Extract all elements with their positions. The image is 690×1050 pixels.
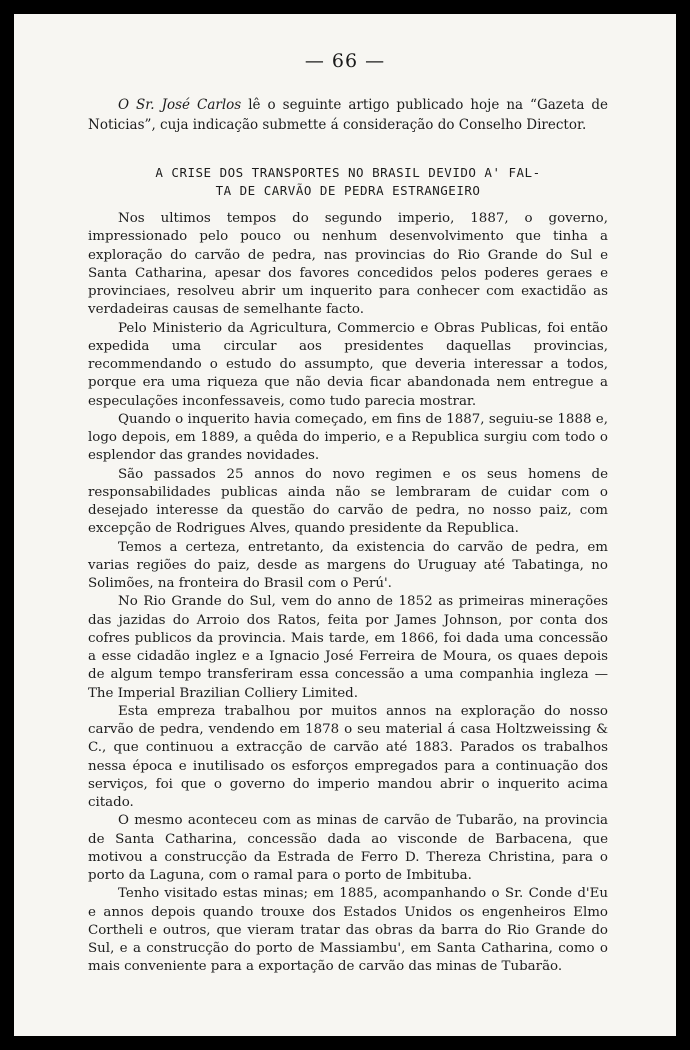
- paragraph-4: São passados 25 annos do novo regimen e os seus homens de responsabilidades publicas ainda não se lembraram de cuidar com o desejado interesse da questão do carvão de pedra, no nosso paiz, com excepção de Rodrigues Alves, quando presidente da Republica.: [88, 466, 608, 537]
- intro-body: lê o seguinte artigo publicado hoje na “Gazeta de Noticias”, cuja indicação submette á consideração do Conselho Director.: [88, 97, 608, 133]
- paragraph-6: No Rio Grande do Sul, vem do anno de 1852 as primeiras minerações das jazidas do Arroio dos Ratos, feita por James Johnson, por conta dos cofres publicos da provincia. Mais tarde, em 1866, foi dada uma concessão a esse cidadão inglez e a Ignacio José Ferreira de Moura, os quaes depois de algum tempo transferiram essa concessão a uma companhia ingleza — The Imperial Brazilian Colliery Limited.: [88, 594, 608, 701]
- article-headline: [88, 164, 608, 200]
- paragraph-2: Pelo Ministerio da Agricultura, Commercio e Obras Publicas, foi então expedida uma circular aos presidentes daquellas provincias, recommendando o estudo do assumpto, que deveria interessar a todos, porque era uma riqueza que não devia ficar abandonada nem entregue a especulações inconfessaveis, como tudo parecia mostrar.: [88, 320, 608, 409]
- article-body: [88, 210, 608, 977]
- paragraph-5: Temos a certeza, entretanto, da existencia do carvão de pedra, em varias regiões do paiz, desde as margens do Uruguay até Tabatinga, no Solimões, na fronteira do Brasil com o Perú'.: [88, 539, 608, 591]
- paragraph-1: Nos ultimos tempos do segundo imperio, 1887, o governo, impressionado pelo pouco ou nenhum desenvolvimento que tinha a exploração do carvão de pedra, nas provincias do Rio Grande do Sul e Santa Catharina, apesar dos favores concedidos pelos poderes geraes e provinciaes, resolveu abrir um inquerito para conhecer com exactidão as verdadeiras causas de semelhante facto.: [88, 211, 608, 318]
- paragraph-8: O mesmo aconteceu com as minas de carvão de Tubarão, na provincia de Santa Catharina, concessão dada ao visconde de Barbacena, que motivou a construcção da Estrada de Ferro D. Thereza Christina, para o porto da Laguna, com o ramal para o porto de Imbituba.: [88, 813, 608, 883]
- headline-line-1: A CRISE DOS TRANSPORTES NO BRASIL DEVIDO A' FAL-: [155, 165, 541, 180]
- intro-paragraph: [88, 96, 608, 135]
- page-number: — 66 —: [304, 50, 386, 72]
- headline-line-2: TA DE CARVÃO DE PEDRA ESTRANGEIRO: [215, 183, 481, 198]
- intro-speaker: O Sr. José Carlos: [118, 97, 242, 113]
- paragraph-9: Tenho visitado estas minas; em 1885, acompanhando o Sr. Conde d'Eu e annos depois quando trouxe dos Estados Unidos os engenheiros Elmo Cortheli e outros, que vieram tratar das obras da barra do Rio Grande do Sul, e a construcção do porto de Massiambu', em Santa Catharina, como o mais conveniente para a exportação de carvão das minas de Tubarão.: [88, 886, 608, 975]
- intro-text: [88, 96, 608, 135]
- paragraph-7: Esta empreza trabalhou por muitos annos na exploração do nosso carvão de pedra, vendendo em 1878 o seu material á casa Holtzweissing & C., que continuou a extracção de carvão até 1883. Parados os trabalhos nessa época e inutilisado os esforços empregados para a continuação dos serviços, foi que o governo do imperio mandou abrir o inquerito acima citado.: [88, 703, 608, 810]
- paragraph-3: Quando o inquerito havia começado, em fins de 1887, seguiu-se 1888 e, logo depois, em 1889, a quêda do imperio, e a Republica surgiu com todo o esplendor das grandes novidades.: [88, 411, 608, 464]
- document-page: [14, 14, 676, 1036]
